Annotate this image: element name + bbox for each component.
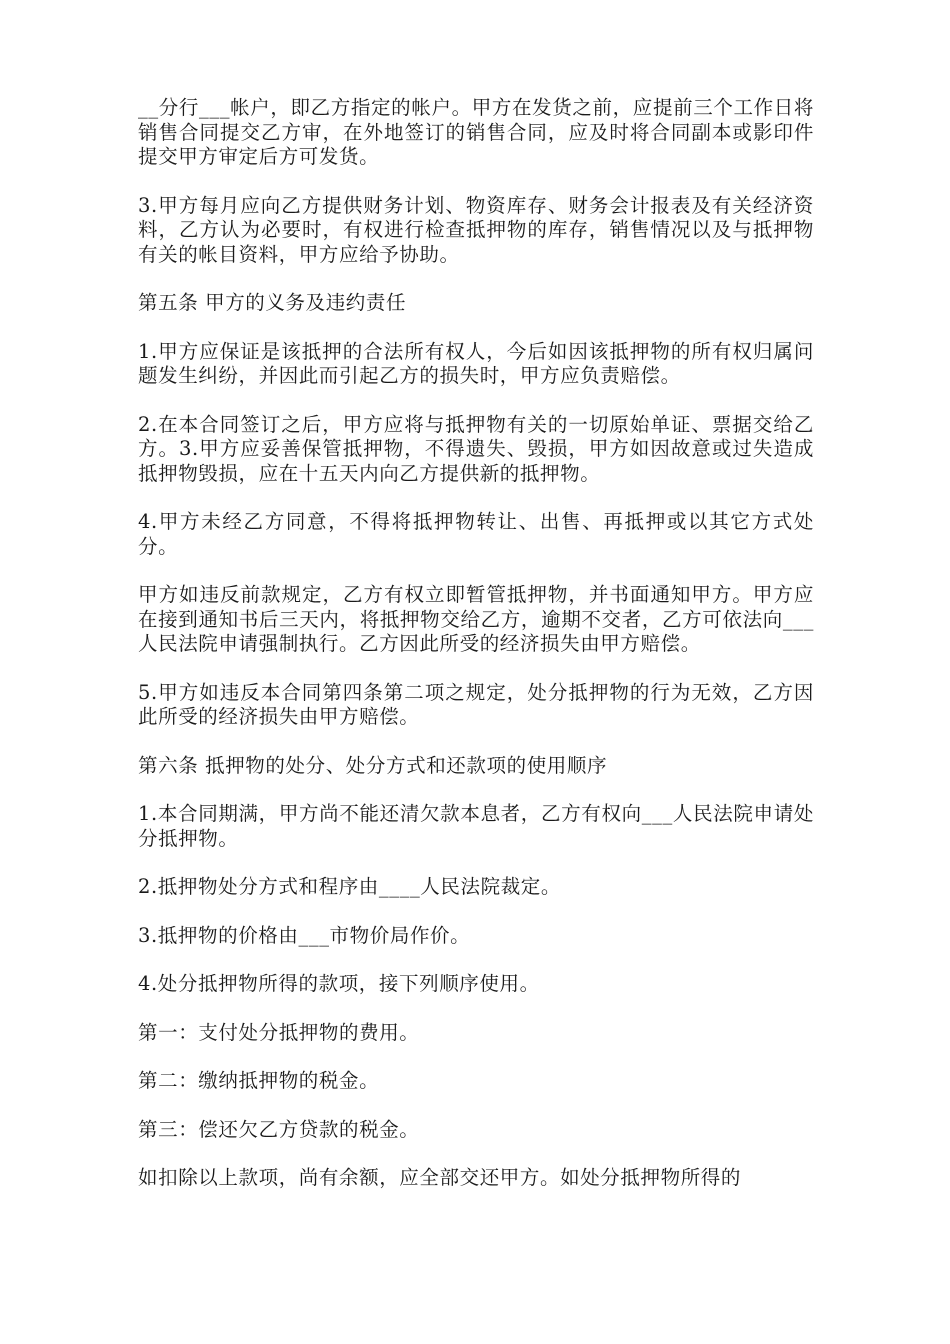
paragraph-violation-custody: 甲方如违反前款规定，乙方有权立即暂管抵押物，并书面通知甲方。甲方应在接到通知书后三天内，将抵押物交给乙方，逾期不交者，乙方可依法向___人民法院申请强制执行。乙方因此所受的经济损失由甲方赔偿。 (138, 583, 814, 655)
heading-article-6: 第六条 抵押物的处分、处分方式和还款项的使用顺序 (138, 753, 608, 777)
paragraph-clause-1-ownership: 1.甲方应保证是该抵押的合法所有权人，今后如因该抵押物的所有权归属问题发生纠纷，并因此而引起乙方的损失时，甲方应负责赔偿。 (138, 339, 814, 387)
paragraph-remaining-balance: 如扣除以上款项，尚有余额，应全部交还甲方。如处分抵押物所得的 (138, 1166, 742, 1189)
heading-article-5: 第五条 甲方的义务及违约责任 (138, 291, 407, 314)
paragraph-clause-3-financial-reports: 3.甲方每月应向乙方提供财务计划、物资库存、财务会计报表及有关经济资料，乙方认为必要时，有权进行检查抵押物的库存，销售情况以及与抵押物有关的帐目资料，甲方应给予协助。 (138, 193, 814, 266)
paragraph-clause-1-court-application: 1.本合同期满，甲方尚不能还清欠款本息者，乙方有权向___人民法院申请处分抵押物。 (138, 802, 814, 850)
paragraph-clause-3-pricing: 3.抵押物的价格由___市物价局作价。 (138, 923, 471, 947)
paragraph-order-second: 第二：缴纳抵押物的税金。 (138, 1069, 380, 1092)
paragraph-order-third: 第三：偿还欠乙方贷款的税金。 (138, 1117, 420, 1141)
paragraph-clause-2-3-documents: 2.在本合同签订之后，甲方应将与抵押物有关的一切原始单证、票据交给乙方。3.甲方应妥善保管抵押物，不得遗失、毁损，甲方如因故意或过失造成抵押物毁损，应在十五天内向乙方提供新的抵押物。 (138, 412, 814, 485)
document-body (138, 96, 814, 1215)
paragraph-clause-4-no-transfer: 4.甲方未经乙方同意，不得将抵押物转让、出售、再抵押或以其它方式处分。 (138, 510, 814, 558)
paragraph-payment-account: __分行___帐户，即乙方指定的帐户。甲方在发货之前，应提前三个工作日将销售合同提交乙方审，在外地签订的销售合同，应及时将合同副本或影印件提交甲方审定后方可发货。 (138, 96, 814, 168)
paragraph-clause-5-invalid-disposal: 5.甲方如违反本合同第四条第二项之规定，处分抵押物的行为无效，乙方因此所受的经济损失由甲方赔偿。 (138, 680, 814, 728)
paragraph-clause-4-proceeds-order: 4.处分抵押物所得的款项，接下列顺序使用。 (138, 972, 540, 995)
paragraph-order-first: 第一：支付处分抵押物的费用。 (138, 1020, 420, 1044)
paragraph-clause-2-court-ruling: 2.抵押物处分方式和程序由____人民法院裁定。 (138, 875, 562, 898)
